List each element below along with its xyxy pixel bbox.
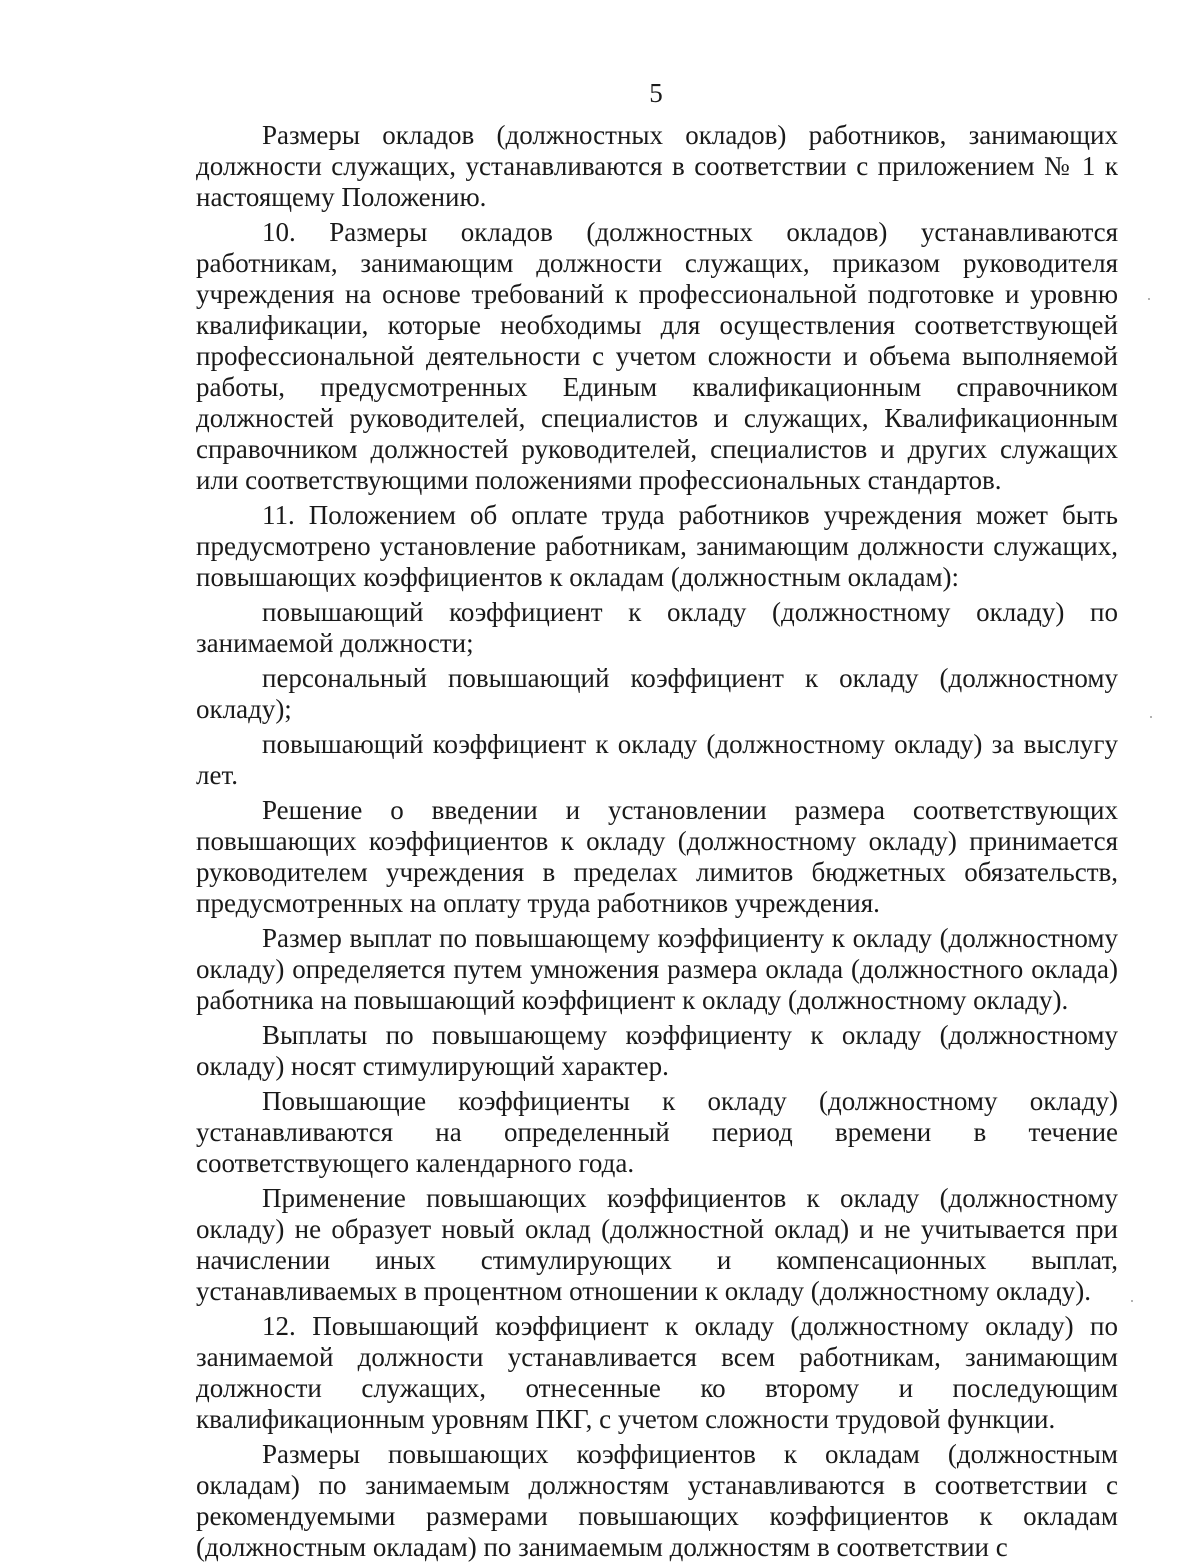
list-item-seniority-coefficient: повышающий коэффициент к окладу (должностному окладу) за выслугу лет. bbox=[196, 729, 1118, 790]
document-body bbox=[196, 120, 1118, 1563]
paragraph-salary-appendix: Размеры окладов (должностных окладов) работников, занимающих должности служащих, устанавливаются в соответствии с приложением № 1 к настоящему Положению. bbox=[196, 120, 1118, 212]
paragraph-stimulating-nature: Выплаты по повышающему коэффициенту к окладу (должностному окладу) носят стимулирующий характер. bbox=[196, 1020, 1118, 1081]
list-item-position-coefficient: повышающий коэффициент к окладу (должностному окладу) по занимаемой должности; bbox=[196, 597, 1118, 658]
scan-speck bbox=[1131, 1300, 1133, 1302]
paragraph-item-10: 10. Размеры окладов (должностных окладов) устанавливаются работникам, занимающим должности служащих, приказом руководителя учреждения на основе требований к профессиональной подготовке и уровню квалификации, которые необходимы для осуществления соответствующей профессиональной деятельности с учетом сложности и объема выполняемой работы, предусмотренных Единым квалификационным справочником должностей руководителей, специалистов и служащих, Квалификационным справочником должностей руководителей, специалистов и других служащих или соответствующими положениями профессиональных стандартов. bbox=[196, 217, 1118, 495]
paragraph-payment-size: Размер выплат по повышающему коэффициенту к окладу (должностному окладу) определяется путем умножения размера оклада (должностного оклада) работника на повышающий коэффициент к окладу (должностному окладу). bbox=[196, 923, 1118, 1015]
paragraph-decision: Решение о введении и установлении размера соответствующих повышающих коэффициентов к окладу (должностному окладу) принимается руководителем учреждения в пределах лимитов бюджетных обязательств, предусмотренных на оплату труда работников учреждения. bbox=[196, 795, 1118, 918]
page-number: 5 bbox=[649, 78, 663, 108]
paragraph-coefficient-sizes: Размеры повышающих коэффициентов к окладам (должностным окладам) по занимаемым должностям устанавливаются в соответствии с рекомендуемыми размерами повышающих коэффициентов к окладам (должностным окладам) по занимаемым должностям в соответствии с bbox=[196, 1439, 1118, 1562]
paragraph-item-12: 12. Повышающий коэффициент к окладу (должностному окладу) по занимаемой должности устанавливается всем работникам, занимающим должности служащих, отнесенные ко второму и последующим квалификационным уровням ПКГ, с учетом сложности трудовой функции. bbox=[196, 1311, 1118, 1434]
scan-speck bbox=[1148, 298, 1150, 300]
paragraph-item-11: 11. Положением об оплате труда работников учреждения может быть предусмотрено установление работникам, занимающим должности служащих, повышающих коэффициентов к окладам (должностным окладам): bbox=[196, 500, 1118, 592]
paragraph-application: Применение повышающих коэффициентов к окладу (должностному окладу) не образует новый оклад (должностной оклад) и не учитывается при начислении иных стимулирующих и компенсационных выплат, устанавливаемых в процентном отношении к окладу (должностному окладу). bbox=[196, 1183, 1118, 1306]
paragraph-period: Повышающие коэффициенты к окладу (должностному окладу) устанавливаются на определенный период времени в течение соответствующего календарного года. bbox=[196, 1086, 1118, 1178]
list-item-personal-coefficient: персональный повышающий коэффициент к окладу (должностному окладу); bbox=[196, 663, 1118, 724]
scan-speck bbox=[1150, 716, 1152, 718]
